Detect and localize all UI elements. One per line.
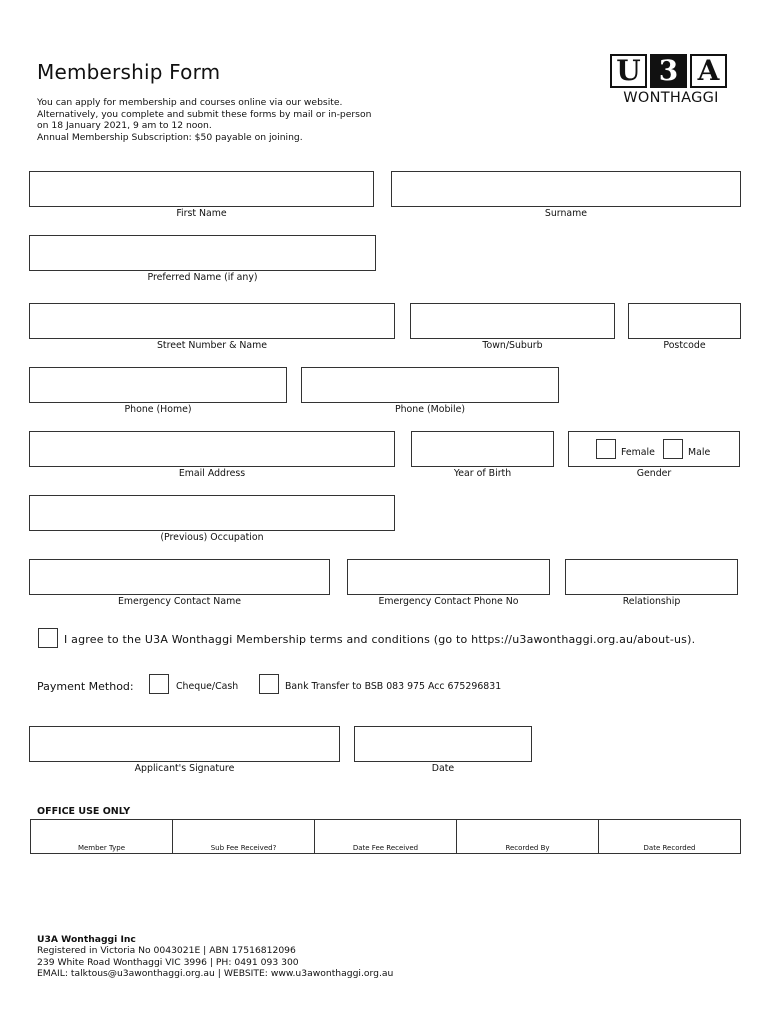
male-label: Male	[688, 447, 711, 458]
email-field[interactable]	[29, 431, 395, 467]
intro-line: Alternatively, you complete and submit these forms by mail or in-person	[37, 108, 372, 120]
office-cell-sub-fee[interactable]	[173, 820, 315, 853]
emergency-name-label: Emergency Contact Name	[118, 596, 241, 607]
first-name-label: First Name	[176, 208, 227, 219]
logo-subtitle: WONTHAGGI	[623, 90, 719, 106]
female-checkbox[interactable]	[596, 439, 616, 459]
office-cell-date-recorded[interactable]	[599, 820, 740, 853]
date-field[interactable]	[354, 726, 532, 762]
surname-field[interactable]	[391, 171, 741, 207]
phone-home-label: Phone (Home)	[124, 404, 192, 415]
year-of-birth-label: Year of Birth	[453, 468, 512, 479]
intro-line: Annual Membership Subscription: $50 payable on joining.	[37, 131, 303, 143]
postcode-label: Postcode	[663, 340, 706, 351]
cheque-checkbox[interactable]	[149, 674, 169, 694]
town-field[interactable]	[410, 303, 615, 339]
phone-mobile-label: Phone (Mobile)	[394, 404, 466, 415]
preferred-name-field[interactable]	[29, 235, 376, 271]
office-cell-recorded-by[interactable]	[457, 820, 599, 853]
street-label: Street Number & Name	[156, 340, 268, 351]
relationship-label: Relationship	[622, 596, 681, 607]
relationship-field[interactable]	[565, 559, 738, 595]
footer-registration: Registered in Victoria No 0043021E | ABN 17516812096	[37, 945, 296, 957]
office-column-label: Date Fee Received	[352, 844, 419, 852]
email-label: Email Address	[178, 468, 246, 479]
female-label: Female	[621, 447, 655, 458]
office-column-label: Date Recorded	[643, 844, 696, 852]
emergency-phone-label: Emergency Contact Phone No	[378, 596, 519, 607]
phone-home-field[interactable]	[29, 367, 287, 403]
bank-transfer-label: Bank Transfer to BSB 083 975 Acc 675296831	[285, 681, 502, 692]
office-use-title: OFFICE USE ONLY	[37, 806, 131, 817]
footer-contact: EMAIL: talktous@u3awonthaggi.org.au | WEBSITE: www.u3awonthaggi.org.au	[37, 967, 394, 979]
male-checkbox[interactable]	[663, 439, 683, 459]
footer	[37, 934, 393, 979]
phone-mobile-field[interactable]	[301, 367, 559, 403]
bank-transfer-checkbox[interactable]	[259, 674, 279, 694]
logo-letter-u: U	[610, 54, 647, 88]
logo-letter-a: A	[690, 54, 727, 88]
agree-checkbox[interactable]	[38, 628, 58, 648]
occupation-field[interactable]	[29, 495, 395, 531]
signature-label: Applicant's Signature	[134, 763, 235, 774]
town-label: Town/Suburb	[482, 340, 543, 351]
intro-text	[37, 97, 371, 143]
office-cell-member-type[interactable]	[31, 820, 173, 853]
emergency-name-field[interactable]	[29, 559, 330, 595]
date-label: Date	[431, 763, 455, 774]
footer-address: 239 White Road Wonthaggi VIC 3996 | PH: 0491 093 300	[37, 956, 299, 968]
preferred-name-label: Preferred Name (if any)	[147, 272, 258, 283]
office-cell-date-fee[interactable]	[315, 820, 457, 853]
emergency-phone-field[interactable]	[347, 559, 550, 595]
first-name-field[interactable]	[29, 171, 374, 207]
occupation-label: (Previous) Occupation	[160, 532, 264, 543]
footer-org-name: U3A Wonthaggi Inc	[37, 934, 136, 945]
cheque-label: Cheque/Cash	[176, 681, 239, 692]
gender-label: Gender	[636, 468, 672, 479]
office-column-label: Member Type	[77, 844, 126, 852]
payment-method-label: Payment Method:	[37, 680, 134, 693]
office-column-label: Recorded By	[505, 844, 550, 852]
agree-label: I agree to the U3A Wonthaggi Membership terms and conditions (go to https://u3awonthaggi.org.au/about-us).	[64, 633, 696, 646]
intro-line: on 18 January 2021, 9 am to 12 noon.	[37, 120, 212, 132]
street-field[interactable]	[29, 303, 395, 339]
intro-line: You can apply for membership and courses online via our website.	[37, 97, 343, 108]
office-column-label: Sub Fee Received?	[210, 844, 277, 852]
office-use-table	[30, 819, 741, 854]
logo-letter-3: 3	[650, 54, 687, 88]
surname-label: Surname	[544, 208, 588, 219]
u3a-logo	[610, 54, 732, 106]
year-of-birth-field[interactable]	[411, 431, 554, 467]
postcode-field[interactable]	[628, 303, 741, 339]
page-title: Membership Form	[37, 60, 221, 84]
signature-field[interactable]	[29, 726, 340, 762]
